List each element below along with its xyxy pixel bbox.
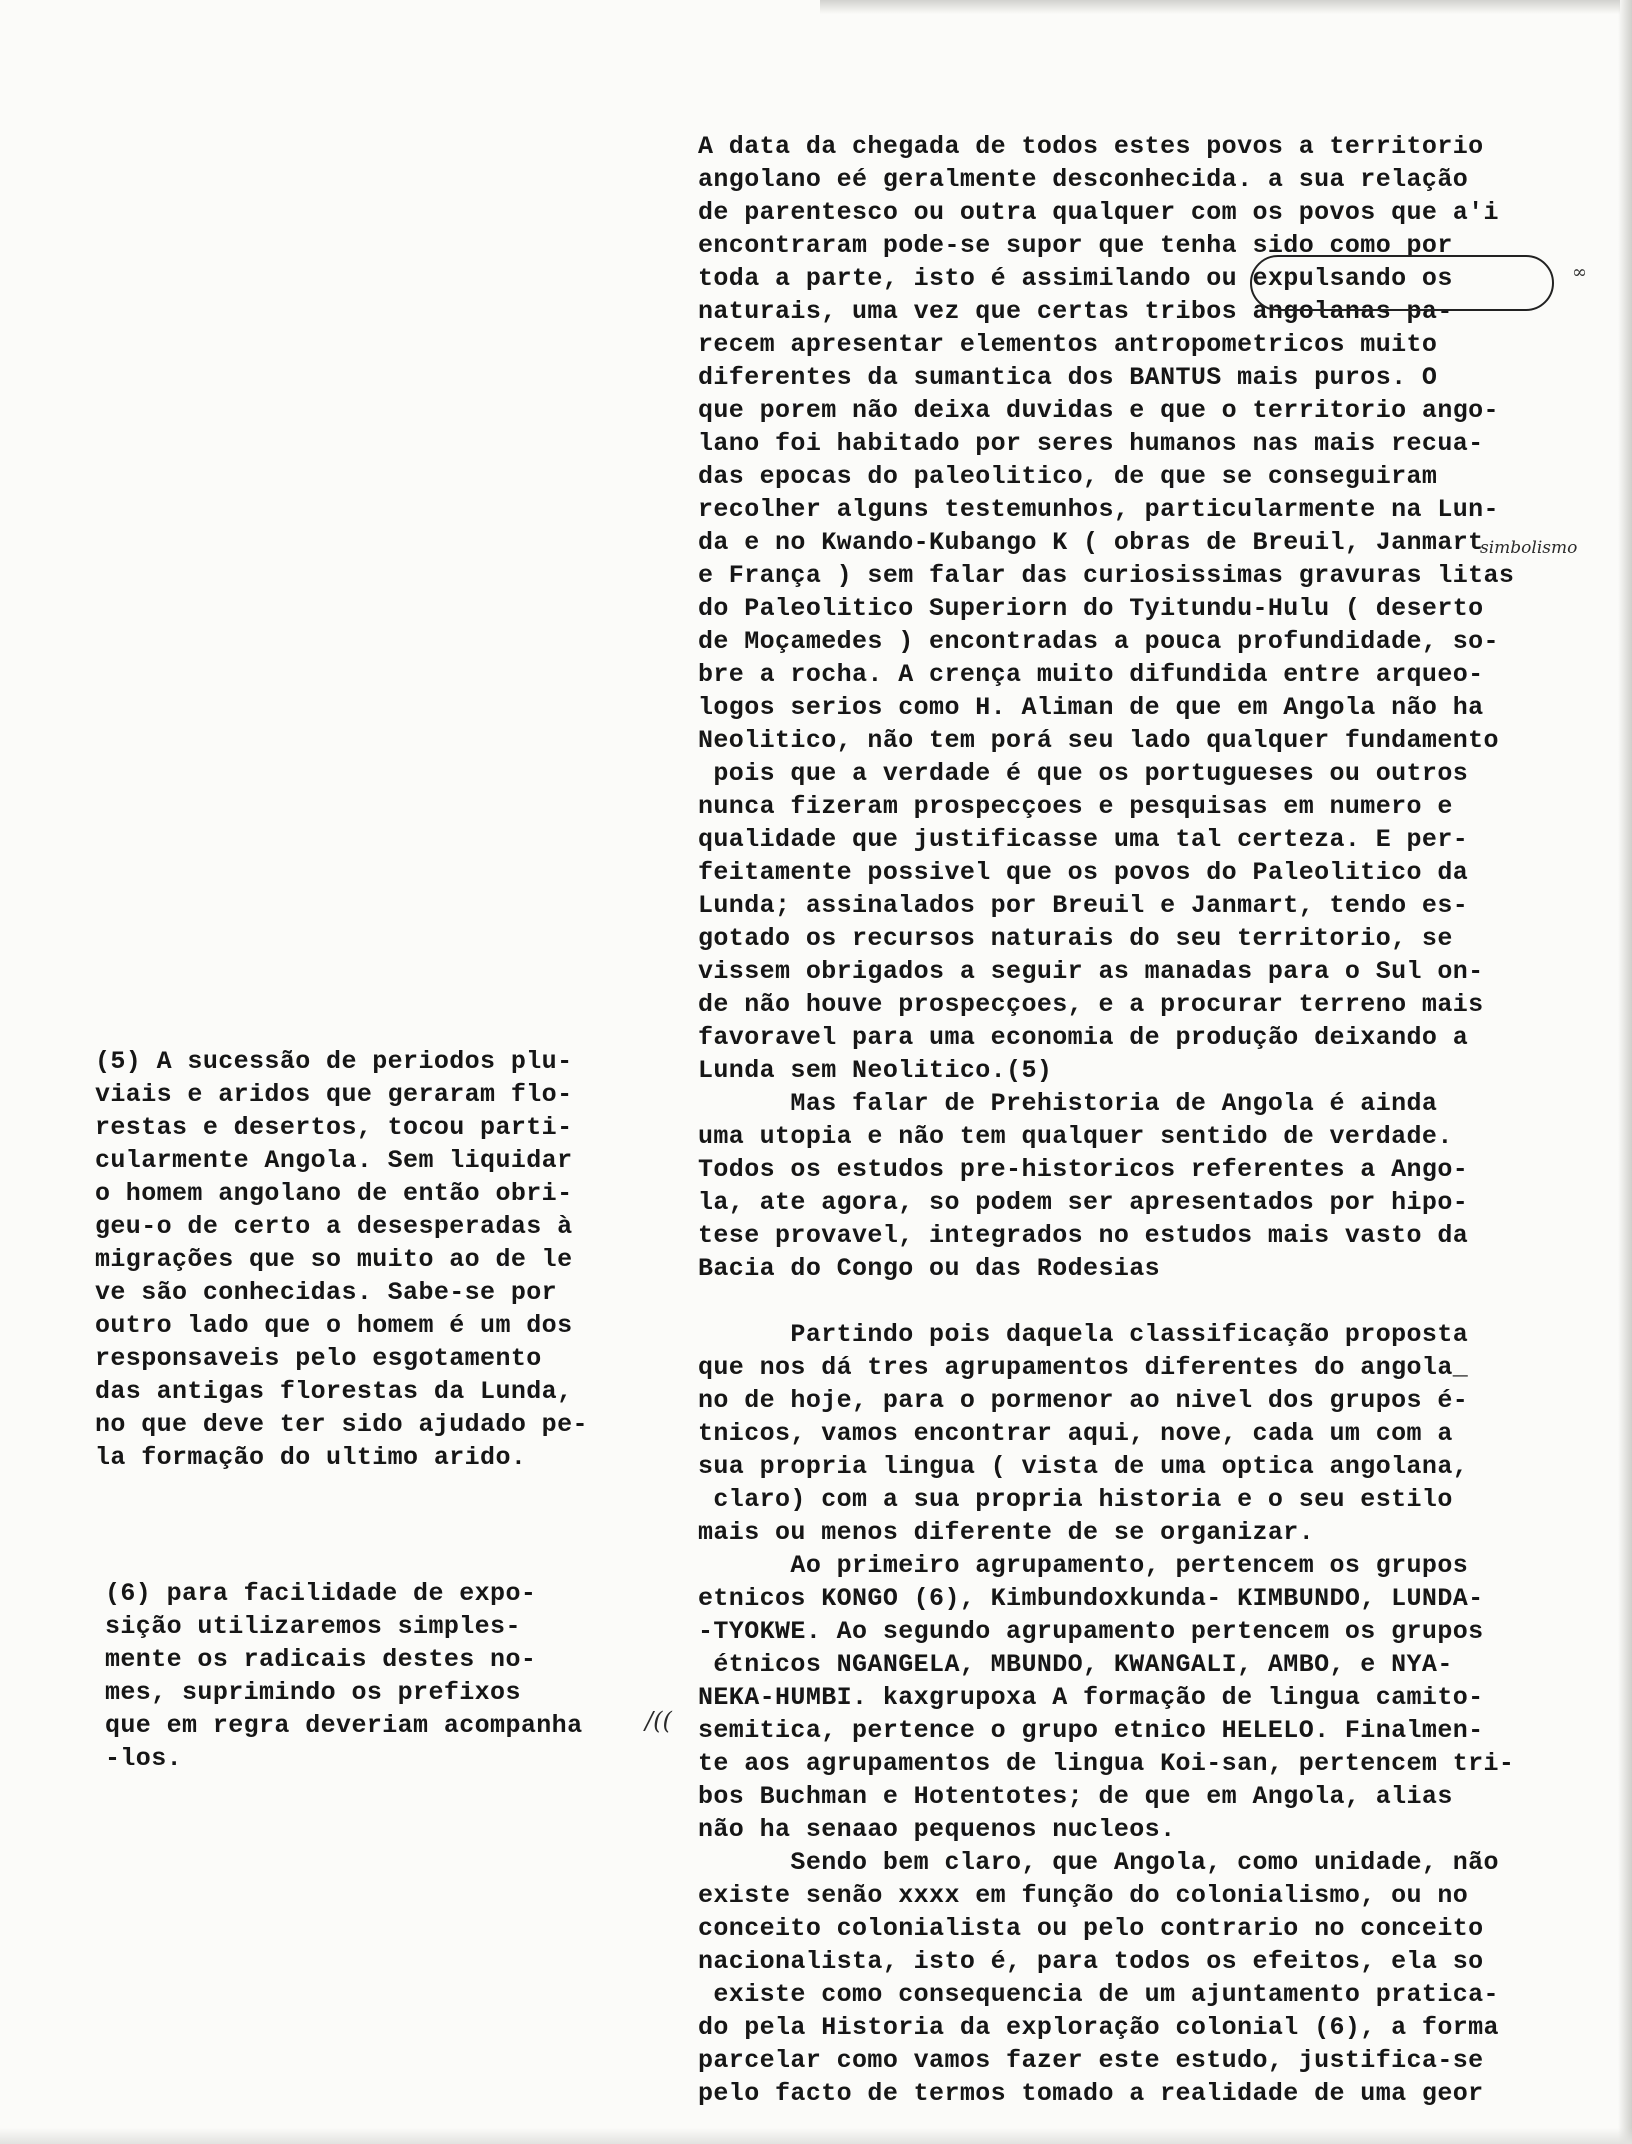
main-text-line: -TYOKWE. Ao segundo agrupamento pertencem os grupos [698, 1617, 1484, 1646]
main-text-line: nacionalista, isto é, para todos os efeitos, ela so [698, 1947, 1484, 1976]
main-text-line: parcelar como vamos fazer este estudo, justifica-se [698, 2046, 1484, 2075]
main-text-line: naturais, uma vez que certas tribos angolanas pa- [698, 297, 1453, 326]
main-text-column [698, 130, 1598, 2110]
main-text-line: e França ) sem falar das curiosissimas gravuras litas [698, 561, 1515, 590]
main-text-line: Mas falar de Prehistoria de Angola é ainda [698, 1089, 1438, 1118]
main-text-line: etnicos KONGO (6), Kimbundoxkunda- KIMBUNDO, LUNDA- [698, 1584, 1484, 1613]
handwritten-margin-mark: ∞ [1572, 262, 1587, 283]
main-text-line: Lunda; assinalados por Breuil e Janmart, tendo es- [698, 891, 1469, 920]
main-text-line: de parentesco ou outra qualquer com os povos que a'i [698, 198, 1499, 227]
main-text-line: Lunda sem Neolitico.(5) [698, 1056, 1053, 1085]
main-text-line: toda a parte, isto é assimilando ou expulsando os [698, 264, 1453, 293]
main-text-line: la, ate agora, so podem ser apresentados por hipo- [698, 1188, 1469, 1217]
footnote-5-line: ve são conhecidas. Sabe-se por [95, 1278, 558, 1307]
main-text-line: claro) com a sua propria historia e o seu estilo [698, 1485, 1453, 1514]
main-text-line: de Moçamedes ) encontradas a pouca profundidade, so- [698, 627, 1499, 656]
main-text-line: tnicos, vamos encontrar aqui, nove, cada um com a [698, 1419, 1453, 1448]
footnote-5-line: restas e desertos, tocou parti- [95, 1113, 573, 1142]
main-text-line: te aos agrupamentos de lingua Koi-san, pertencem tri- [698, 1749, 1515, 1778]
main-text-line: do Paleolitico Superiorn do Tyitundu-Hulu ( deserto [698, 594, 1484, 623]
main-text-line: recem apresentar elementos antropometricos muito [698, 330, 1438, 359]
main-text-line: existe senão xxxx em função do colonialismo, ou no [698, 1881, 1469, 1910]
scan-edge-bottom [0, 2128, 1632, 2144]
main-text-line: bre a rocha. A crença muito difundida entre arqueo- [698, 660, 1484, 689]
footnote-5-line: outro lado que o homem é um dos [95, 1311, 573, 1340]
footnote-6-line: (6) para facilidade de expo- [105, 1579, 537, 1608]
main-text-line: Sendo bem claro, que Angola, como unidade, não [698, 1848, 1499, 1877]
main-text-line: qualidade que justificasse uma tal certeza. E per- [698, 825, 1469, 854]
main-text-line: que porem não deixa duvidas e que o territorio ango- [698, 396, 1499, 425]
main-text-line: nunca fizeram prospecçoes e pesquisas em numero e [698, 792, 1453, 821]
main-text-line: Todos os estudos pre-historicos referentes a Ango- [698, 1155, 1469, 1184]
main-text-line: sua propria lingua ( vista de uma optica angolana, [698, 1452, 1469, 1481]
main-text-line: Ao primeiro agrupamento, pertencem os grupos [698, 1551, 1469, 1580]
main-text-line: no de hoje, para o pormenor ao nivel dos grupos é- [698, 1386, 1469, 1415]
main-text-line: diferentes da sumantica dos BANTUS mais puros. O [698, 363, 1438, 392]
main-text-line: favoravel para uma economia de produção deixando a [698, 1023, 1469, 1052]
main-text-line: recolher alguns testemunhos, particularmente na Lun- [698, 495, 1499, 524]
main-text-line: encontraram pode-se supor que tenha sido como por [698, 231, 1453, 260]
main-text-line: étnicos NGANGELA, MBUNDO, KWANGALI, AMBO, e NYA- [698, 1650, 1453, 1679]
footnote-5-line: la formação do ultimo arido. [95, 1443, 527, 1472]
main-text-line: bos Buchman e Hotentotes; de que em Angola, alias [698, 1782, 1453, 1811]
main-text-line: não ha senaao pequenos nucleos. [698, 1815, 1176, 1844]
footnote-5-line: das antigas florestas da Lunda, [95, 1377, 573, 1406]
main-text-line: feitamente possivel que os povos do Paleolitico da [698, 858, 1469, 887]
footnote-5-line: responsaveis pelo esgotamento [95, 1344, 542, 1373]
footnote-6 [105, 1577, 665, 1775]
footnote-5-line: no que deve ter sido ajudado pe- [95, 1410, 588, 1439]
main-text-line: das epocas do paleolitico, de que se conseguiram [698, 462, 1438, 491]
footnote-5-line: o homem angolano de então obri- [95, 1179, 573, 1208]
main-text-line: uma utopia e não tem qualquer sentido de verdade. [698, 1122, 1453, 1151]
main-text-line: do pela Historia da exploração colonial (6), a forma [698, 2013, 1499, 2042]
handwritten-note6-mark: /(( [645, 1707, 672, 1735]
main-text-line: da e no Kwando-Kubango K ( obras de Breuil, Janmart [698, 528, 1484, 557]
footnote-6-line: sição utilizaremos simples- [105, 1612, 521, 1641]
main-text-line: semitica, pertence o grupo etnico HELELO. Finalmen- [698, 1716, 1484, 1745]
handwritten-insertion: simbolismo [1480, 538, 1578, 558]
main-text-line: conceito colonialista ou pelo contrario no conceito [698, 1914, 1484, 1943]
footnote-5-line: (5) A sucessão de periodos plu- [95, 1047, 573, 1076]
main-text-line: tese provavel, integrados no estudos mais vasto da [698, 1221, 1469, 1250]
main-text-line: logos serios como H. Aliman de que em Angola não ha [698, 693, 1484, 722]
main-text-line: de não houve prospecçoes, e a procurar terreno mais [698, 990, 1484, 1019]
main-text-line: Neolitico, não tem porá seu lado qualquer fundamento [698, 726, 1499, 755]
main-text-line: NEKA-HUMBI. kaxgrupoxa A formação de lingua camito- [698, 1683, 1484, 1712]
footnote-6-line: mes, suprimindo os prefixos [105, 1678, 521, 1707]
main-text-line: vissem obrigados a seguir as manadas para o Sul on- [698, 957, 1484, 986]
main-text-line: Partindo pois daquela classificação proposta [698, 1320, 1469, 1349]
footnote-5-line: migrações que so muito ao de le [95, 1245, 573, 1274]
main-text-line: pelo facto de termos tomado a realidade de uma geor [698, 2079, 1484, 2108]
footnote-6-line: -los. [105, 1744, 183, 1773]
handwritten-circle-mark [1250, 255, 1554, 311]
main-text-line: lano foi habitado por seres humanos nas mais recua- [698, 429, 1484, 458]
footnote-6-line: mente os radicais destes no- [105, 1645, 537, 1674]
main-text-line [698, 1285, 1598, 1318]
footnote-6-line: que em regra deveriam acompanha [105, 1711, 583, 1740]
scan-edge-right [1618, 0, 1632, 2144]
main-text-line: Bacia do Congo ou das Rodesias [698, 1254, 1161, 1283]
main-text-line: mais ou menos diferente de se organizar. [698, 1518, 1315, 1547]
main-text-line: pois que a verdade é que os portugueses ou outros [698, 759, 1469, 788]
main-text-line: que nos dá tres agrupamentos diferentes do angola_ [698, 1353, 1469, 1382]
main-text-line: A data da chegada de todos estes povos a territorio [698, 132, 1484, 161]
footnote-5-line: geu-o de certo a desesperadas à [95, 1212, 573, 1241]
footnote-5 [95, 1045, 655, 1474]
scan-edge-top [820, 0, 1620, 14]
main-text-line: existe como consequencia de um ajuntamento pratica- [698, 1980, 1499, 2009]
main-text-line: gotado os recursos naturais do seu territorio, se [698, 924, 1453, 953]
footnote-5-line: cularmente Angola. Sem liquidar [95, 1146, 573, 1175]
footnote-5-line: viais e aridos que geraram flo- [95, 1080, 573, 1109]
main-text-line: angolano eé geralmente desconhecida. a sua relação [698, 165, 1469, 194]
